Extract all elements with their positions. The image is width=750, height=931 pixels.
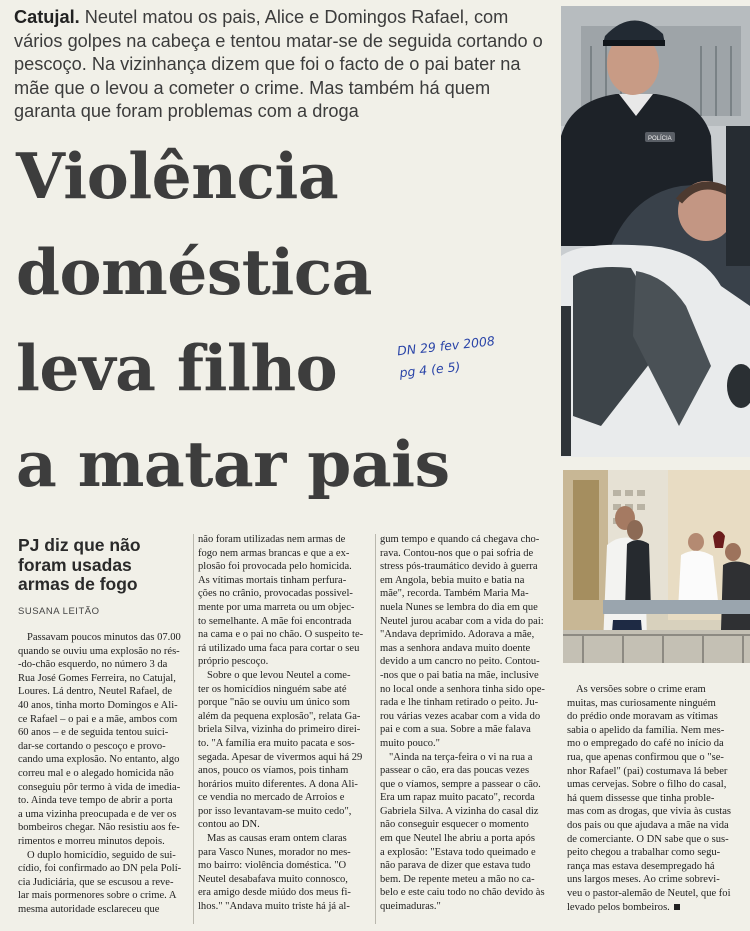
text-line: umas cervejas. Sobre o filho do casal, [567,779,727,791]
subhead-line: PJ diz que não [18,535,141,555]
text-line: a uma vizinha preocupada e de ver os [18,808,177,820]
text-line: bombeiros chegar. Não resistiu aos fe- [18,822,180,834]
text-line: 60 anos – e de seguida tentou suici- [18,727,169,739]
text-line: contou ao DN. [198,819,260,831]
text-line: conseguiu pôr termo à vida de imedia- [18,781,181,793]
text-line: plosão foi provocada pelo homicida. [198,561,352,573]
text-line: segada. Apesar de vivermos aqui há 29 [198,751,363,763]
police-photo [561,6,750,457]
text-line: rou várias vezes acabar com a vida do [380,710,541,722]
text-line: horários muito diferentes. A dona Ali- [198,778,358,790]
text-line: mo bairro: violência doméstica. "O [198,860,347,872]
text-line: rada e lhe tinham retirado o peito. Ju- [380,697,539,709]
text-line: a explosão: "Estava todo queimado e [380,846,536,858]
lede-paragraph [14,6,554,124]
text-line: além da pequena explosão", relata Ga- [198,710,361,722]
text-line: não foram utilizadas nem armas de [198,534,346,545]
text-line: Sobre o que levou Neutel a come- [207,669,351,681]
text-line: do prédio onde moravam as vítimas [567,711,718,723]
lede-text: Neutel matou os pais, Alice e Domingos Rafael, com vários golpes na cabeça e tentou matar-se de seguida cortando o pescoço. Na vizinhança dizem que foi o facto de o pai bater na mãe que o levou a cometer o crime. Mas também há quem garanta que foram problemas com a droga [14,7,543,121]
headline-line: leva filho [16,331,338,405]
text-line: briela Silva, vizinha do primeiro direi- [198,724,361,736]
end-of-article-mark [674,904,680,910]
handnote-line: pg 4 (e 5) [398,358,462,381]
text-line: ce vendia no mercado de Arroios e [198,792,345,804]
text-line: não parava de dizer que estava tudo [380,860,531,872]
text-line: quando se ouviu uma explosão no rés- [18,645,180,657]
column-divider [375,534,376,924]
text-line: de comerciante. O DN sabe que o sus- [567,833,729,845]
text-line: em Angola, bebia muito e batia na [380,574,525,586]
text-line: rança mas estava desempregado há [567,860,715,872]
text-line: mo o empregado do café no início da [567,738,724,750]
text-line: cando uma explosão. No entanto, algo [18,754,180,766]
text-line: rava. Contou-nos que o pai sofria de [380,547,534,559]
text-line: correu mal e o alegado homicida não [18,767,174,779]
byline: SUSANA LEITÃO [18,606,100,617]
crime-scene-photo [563,470,750,663]
article-column-2 [198,533,370,914]
text-line: -nos que o pai batia na mãe, inclusive [380,669,539,681]
headline-line: doméstica [16,235,372,309]
text-line: fogo nem armas brancas e que a ex- [198,547,350,559]
subhead-line: armas de fogo [18,574,138,594]
subheadline [18,536,188,595]
headline [16,128,561,512]
text-line: dos pais ou que ajudava a mãe na vida [567,819,729,831]
text-line: As vítimas mortais tinham perfura- [198,574,347,586]
headline-line: a matar pais [16,427,450,501]
lede-kicker: Catujal. [14,7,80,27]
crime-scene-photo-icon [563,470,750,663]
text-line: por isso levantavam-se muito cedo", [198,805,352,817]
text-line: lar mais pormenores sobre o crime. A [18,890,177,902]
text-line: anos, pouco os víamos, pois tinham [198,765,349,777]
text-line: para Vasco Nunes, morador no mes- [198,846,351,858]
text-line: bem. De repente meteu a mão no ca- [380,873,535,885]
text-line: levado pelos bombeiros. [567,901,747,915]
text-line: em que Neutel lhe abriu a porta após [380,833,535,845]
text-line: mas a senhora andava muito doente [380,642,531,654]
text-line: dar-se cortando o pescoço e provo- [18,740,166,752]
text-line: peito chegou a trabalhar como segu- [567,847,721,859]
text-line: to semelhante. A mãe foi encontrada [198,615,352,627]
text-line: ce Rafael – o pai e a mãe, ambos com [18,713,178,725]
text-line: há quem dissesse que tinha proble- [567,792,715,804]
text-line: mente por uma marreta ou um objec- [198,601,355,613]
text-line: Passavam poucos minutos das 07.00 [27,632,181,643]
text-line: não conseguir esquecer o momento [380,819,529,831]
text-line: As versões sobre o crime eram [576,684,706,695]
text-line: sabia o apelido da família. Nem mes- [567,724,725,736]
text-line: 40 anos, tinha morto Domingos e Ali- [18,699,178,711]
text-line: "Andava deprimido. Adorava a mãe, [380,629,535,641]
text-line: na cama e o pai no chão. O suspeito te- [198,629,364,641]
text-line: Neutel jurou acabar com a vida do pai: [380,615,544,627]
text-line: passear o cão, era das poucas vezes [380,765,530,777]
text-line: veu o pastor-alemão de Neutel, que foi [567,887,731,899]
text-line: que o víamos, sempre a passear o cão. [380,778,541,790]
text-line: mesma autoridade esclareceu que [18,903,160,915]
text-line: gum tempo e quando cá chegava cho- [380,534,540,545]
column-divider [193,534,194,924]
text-line: to. "A família era muito pacata e sos- [198,737,355,749]
text-line: nhor Rafael" (pai) costumava lá beber [567,765,728,777]
text-line: Mas as causas eram ontem claras [207,833,347,845]
text-line: "Ainda na terça-feira o vi na rua a [389,751,533,763]
text-line: ter os homicídios ninguém sabe até [198,683,347,695]
text-line: lhos." "Andava muito triste há já al- [198,901,350,913]
handnote-line: DN 29 fev 2008 [396,333,496,359]
police-badge-text: POLÍCIA [648,136,672,142]
text-line: mas com as drogas, que vivia às custas [567,806,732,818]
text-line: cídio, foi confirmado ao DN pela Polí- [18,863,182,875]
text-line: stress pós-traumático devido à guerra [380,561,538,573]
text-line: O duplo homicídio, seguido de sui- [27,849,176,861]
text-line: muito pouco." [380,737,440,749]
text-line: uns largos meses. Ao crime sobrevi- [567,874,720,886]
police-photo-icon [561,6,750,457]
text-line: rimentos e morreu minutos depois. [18,835,165,847]
text-line: era amigo desde miúdo dos meus fi- [198,887,351,899]
text-line: pai e com a sua. Sobre a mãe falava [380,724,531,736]
text-line: Neutel desabafava muito connosco, [198,873,348,885]
text-line: mãe", recorda. Também Maria Ma- [380,588,529,600]
text-line: cia Judiciária, que se escusou a reve- [18,876,174,888]
text-line: devido a um cancro no peito. Contou- [380,656,540,668]
text-line: Gabriela Silva. A vizinha do casal diz [380,805,539,817]
text-line: rá utilizado uma faca para cortar o seu [198,642,360,654]
text-line: to. Ainda teve tempo de abrir a porta [18,795,173,807]
text-line: ções no crânio, provocadas possivel- [198,588,353,600]
text-line: nuela Nunes se lembra do dia em que [380,601,538,613]
article-column-4 [567,683,747,914]
text-line: Era um rapaz muito pacato", recorda [380,792,535,804]
text-line: -do-chão esquerdo, no número 3 da [18,659,168,671]
headline-line: Violência [16,139,339,213]
text-line: porque "não se ouviu um único som [198,697,350,709]
text-line: belo e este caiu todo no chão devido às [380,887,545,899]
article-column-1 [18,631,188,916]
subhead-line: foram usadas [18,554,132,575]
text-line: rua, que apenas confirmou que o "se- [567,751,724,763]
text-line: Rua José Gomes Ferreira, no Catujal, [18,672,176,684]
text-line: muitas, mas curiosamente ninguém [567,697,716,709]
text-line: Loures. Lá dentro, Neutel Rafael, de [18,686,173,698]
article-column-3 [380,533,552,914]
text-line: queimaduras." [380,901,441,913]
text-line: no local onde a senhora tinha sido ope- [380,683,545,695]
text-line: próprio pescoço. [198,656,269,668]
